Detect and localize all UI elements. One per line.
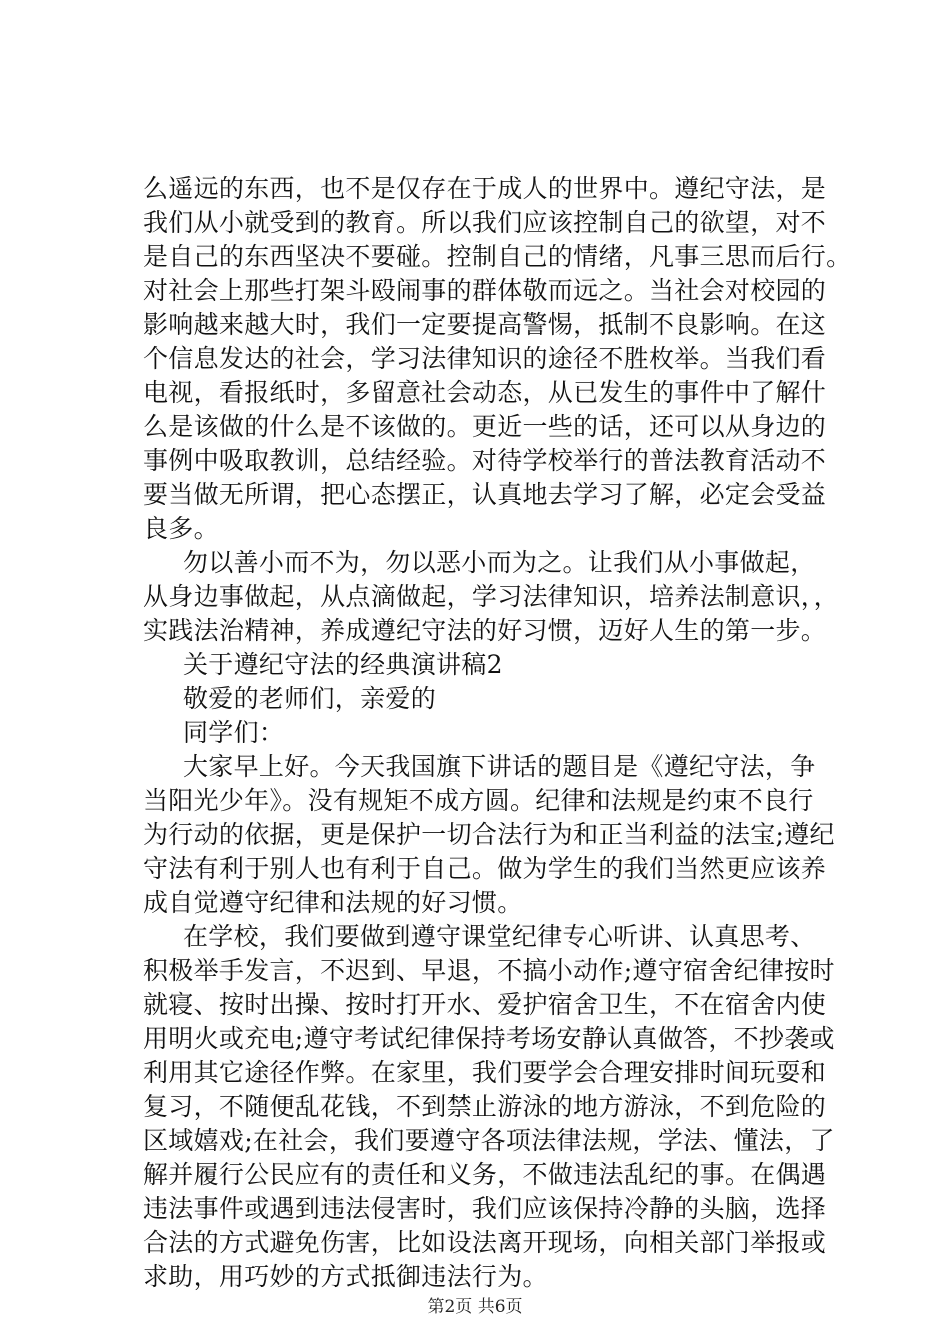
salutation-line: 敬爱的老师们，亲爱的 xyxy=(183,684,437,713)
text-line: 个信息发达的社会，学习法律知识的途径不胜枚举。当我们看 xyxy=(143,344,827,373)
text-line: 复习，不随便乱花钱，不到禁止游泳的地方游泳，不到危险的 xyxy=(143,1092,827,1121)
salutation-line: 同学们： xyxy=(183,718,285,747)
text-line: 么是该做的什么是不该做的。更近一些的话，还可以从身边的 xyxy=(143,412,827,441)
text-line: 电视，看报纸时，多留意社会动态，从已发生的事件中了解什 xyxy=(143,378,827,407)
text-line: 我们从小就受到的教育。所以我们应该控制自己的欲望，对不 xyxy=(143,208,827,237)
text-line: 利用其它途径作弊。在家里，我们要学会合理安排时间玩耍和 xyxy=(143,1058,827,1087)
text-line: 对社会上那些打架斗殴闹事的群体敬而远之。当社会对校园的 xyxy=(143,276,827,305)
text-line: 积极举手发言，不迟到、早退，不搞小动作;遵守宿舍纪律按时 xyxy=(143,956,835,985)
text-line: 实践法治精神，养成遵纪守法的好习惯，迈好人生的第一步。 xyxy=(143,616,827,645)
text-line: 要当做无所谓，把心态摆正，认真地去学习了解，必定会受益 xyxy=(143,480,827,509)
text-line: 为行动的依据，更是保护一切合法行为和正当利益的法宝;遵纪 xyxy=(143,820,835,849)
text-line: 当阳光少年》。没有规矩不成方圆。纪律和法规是约束不良行 xyxy=(143,786,814,815)
text-line: 用明火或充电;遵守考试纪律保持考场安静认真做答，不抄袭或 xyxy=(143,1024,835,1053)
text-line: 是自己的东西坚决不要碰。控制自己的情绪，凡事三思而后行。 xyxy=(143,242,852,271)
text-line: 么遥远的东西，也不是仅存在于成人的世界中。遵纪守法，是 xyxy=(143,174,827,203)
text-line: 事例中吸取教训，总结经验。对待学校举行的普法教育活动不 xyxy=(143,446,827,475)
text-line: 从身边事做起，从点滴做起，学习法律知识，培养法制意识，， xyxy=(143,582,839,611)
text-line: 成自觉遵守纪律和法规的好习惯。 xyxy=(143,888,523,917)
text-line: 区域嬉戏;在社会，我们要遵守各项法律法规，学法、懂法，了 xyxy=(143,1126,835,1155)
text-line: 守法有利于别人也有利于自己。做为学生的我们当然更应该养 xyxy=(143,854,827,883)
document-body xyxy=(143,172,852,1294)
paragraph-start-line: 勿以善小而不为，勿以恶小而为之。让我们从小事做起， xyxy=(183,548,816,577)
paragraph-start-line: 大家早上好。今天我国旗下讲话的题目是《遵纪守法，争 xyxy=(183,752,816,781)
section-heading: 关于遵纪守法的经典演讲稿2 xyxy=(183,650,503,679)
text-line: 就寝、按时出操、按时打开水、爱护宿舍卫生，不在宿舍内使 xyxy=(143,990,827,1019)
text-line: 合法的方式避免伤害，比如设法离开现场，向相关部门举报或 xyxy=(143,1228,827,1257)
text-line: 解并履行公民应有的责任和义务，不做违法乱纪的事。在偶遇 xyxy=(143,1160,827,1189)
text-line: 求助，用巧妙的方式抵御违法行为。 xyxy=(143,1262,548,1291)
text-line: 良多。 xyxy=(143,514,219,543)
text-line: 影响越来越大时，我们一定要提高警惕，抵制不良影响。在这 xyxy=(143,310,827,339)
text-line: 违法事件或遇到违法侵害时，我们应该保持冷静的头脑，选择 xyxy=(143,1194,827,1223)
paragraph-start-line: 在学校，我们要做到遵守课堂纪律专心听讲、认真思考、 xyxy=(183,922,816,951)
page-number-footer: 第2页 共6页 xyxy=(427,1297,523,1317)
